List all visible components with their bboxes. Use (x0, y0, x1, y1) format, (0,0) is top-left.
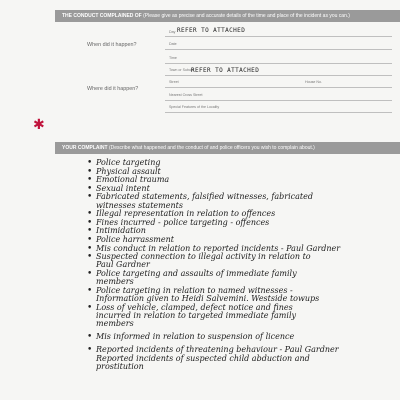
complaint-item-line: • Mis conduct in relation to reported incidents - Paul Gardner (96, 243, 341, 253)
complaint-item-line: • Emotional trauma (96, 175, 170, 185)
time-label: Time (169, 56, 177, 60)
when-label: When did it happen? (87, 42, 137, 48)
complaint-items-list (87, 159, 399, 371)
house-no-label: House No. (305, 80, 322, 84)
complaint-item-line: • Police targeting and assaults of immediate family (96, 268, 297, 278)
day-value: REFER TO ATTACHED (177, 27, 246, 34)
conduct-header-note: (Please give as precise and accurate details of the time and place of the incident as you can.) (143, 13, 350, 19)
special-features-rule (165, 112, 392, 113)
complaint-item-line: • Police harrassment (96, 234, 174, 244)
red-asterisk-mark: ✱ (33, 117, 45, 133)
complaint-item-line: • Intimidation (96, 226, 146, 236)
complaint-item (87, 236, 399, 244)
complaint-item-line: • Sexual intent (96, 183, 150, 193)
complaint-item-line: • Mis informed in relation to suspension of licence (96, 332, 295, 342)
where-label: Where did it happen? (87, 86, 139, 92)
town-label: Town or Suburb (169, 68, 195, 72)
complaint-item-line: • Suspected connection to illegal activity in relation to (96, 252, 311, 262)
complaint-header-title: YOUR COMPLAINT (62, 145, 108, 151)
complaint-item-line: • Police targeting in relation to named witnesses - (96, 285, 293, 295)
complaint-item (87, 270, 399, 286)
cross-street-label: Nearest Cross Street (169, 93, 203, 97)
complaint-header-note: (Describe what happened and the conduct of and police officers you wish to complain about.) (108, 145, 315, 151)
date-label: Date (169, 42, 177, 46)
complaint-item (87, 346, 399, 371)
complaint-item-line: • Fines incurred - police targeting - offences (96, 217, 270, 227)
date-rule (165, 49, 392, 50)
complaint-item-line: Paul Gardner (96, 260, 150, 270)
town-rule (165, 75, 392, 76)
complaint-item (87, 253, 399, 269)
complaint-item-line: • Physical assault (96, 166, 161, 176)
complaint-item-line: • Illegal representation in relation to offences (96, 209, 276, 219)
complaint-item-line: Information given to Heidi Salvemini. Westside towups (96, 293, 320, 303)
cross-street-rule (165, 100, 392, 101)
complaint-item (87, 333, 399, 341)
your-complaint-header (55, 142, 400, 154)
complaint-item-line: • Fabricated statements, falsified witnesses, fabricated (96, 192, 313, 202)
complaint-item (87, 287, 399, 303)
street-rule (165, 87, 392, 88)
complaint-item-line: • Loss of vehicle, clamped, defect notice and fines (96, 302, 293, 312)
complaint-item-line: • Reported incidents of threatening behaviour - Paul Gardner (96, 345, 339, 355)
conduct-header-title: THE CONDUCT COMPLAINED OF (62, 13, 142, 19)
complaint-item (87, 159, 399, 167)
complaint-item-line: members (96, 277, 134, 287)
conduct-complained-of-header (55, 10, 400, 22)
complaint-item (87, 193, 399, 209)
complaint-item-line: incurred in relation to targeted immediate family (96, 310, 297, 320)
day-rule (165, 36, 392, 37)
day-label: Day (169, 30, 176, 34)
special-features-label: Special Features of the Locality (169, 105, 220, 109)
time-rule (165, 63, 392, 64)
complaint-item-line: members (96, 318, 134, 328)
complaint-item-line: • Police targeting (96, 158, 161, 167)
street-label: Street (169, 80, 179, 84)
complaint-item (87, 304, 399, 329)
complaint-item-line: Reported incidents of suspected child abduction and (96, 353, 310, 363)
complaint-item-line: prostitution (96, 361, 144, 371)
town-value: REFER TO ATTACHED (191, 67, 260, 74)
complaint-item-line: witnesses statements (96, 200, 183, 210)
